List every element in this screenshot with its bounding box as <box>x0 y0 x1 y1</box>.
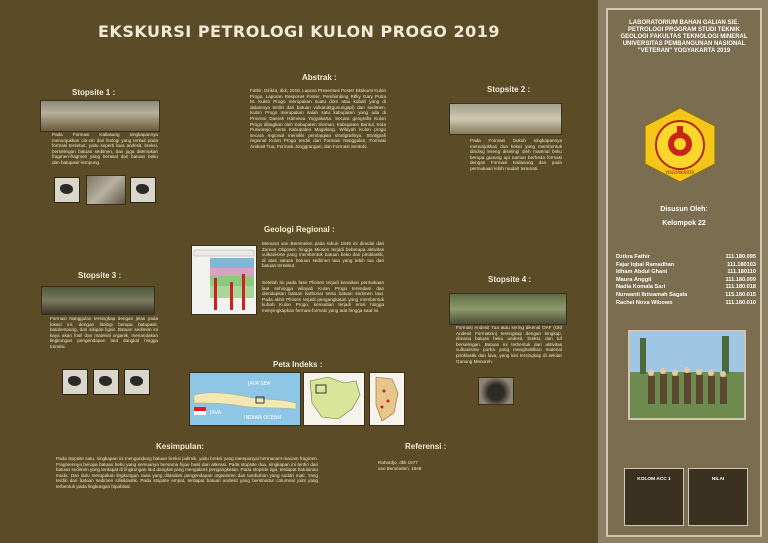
kesimpulan-text: Pada stopsite satu, singkapan ini mengandung batuan breksi polimik, yaitu breksi yang mempunyai bermacam-macam fragmen. Fragmennya berupa batuan beku yang semuanya bersama hijau hasil dari alterasi. Pada stopsite dua, singkapan ini terdiri dari batuan sedimen yang terdapat di lingkungan laut dangkal yang mengalami pengangkatan. Pada stopsite tiga, terdapat batulanau muda. Dan dulu merupakan lingkungan rawa yang dilandasi pengendapan organisme dan tumbuhan yang sudah mati. Yang terdiri dari batuan sedimen silisiklastik. Pada stopsite empat, terdapat batuan andesit yang berstruktur columnar joint yang terbentuk pada lingkungan hipabisal. <box>56 456 318 489</box>
disusun-label: Disusun Oleh: <box>660 206 708 213</box>
sidebar-panel <box>598 0 768 543</box>
stopsite1-heading: Stopsite 1 : <box>72 88 116 97</box>
stopsite4-photo <box>449 293 567 325</box>
stopsite1-text: Pada Formasi Kaliasang singkapannya menunjukkan ciri-ciri dari litologi yang terkait pada formasi tersebut, yaitu seperti lava andesit, breksi, berselingan batuan sedimen, dan juga ditemukan fragmen-fragmen yang berasal dari batuan beku dan batupasir-lempung. <box>52 132 158 165</box>
member-nim: 111.180.095 <box>725 254 756 260</box>
indian-ocean-label: INDIAN OCEAN <box>244 415 282 421</box>
referensi-heading: Referensi : <box>405 442 447 451</box>
geologi-text-2: Setelah itu pada fase Pliosen terjadi kenaikan permukaan laut sehingga wilayah Kulon Progo terendam dan diendapkan batuan karbonat serta batuan sedimen laut. Pada akhir Pliosen terjadi pengangkatan yang membentuk kubah Kulon Progo, kemudian terjadi erosi hingga menyingkapkan formasi-formasi yang ada hingga saat ini. <box>262 280 384 313</box>
kulon-progo-region-map <box>303 372 365 426</box>
member-name: Maura Anggit <box>616 276 652 283</box>
kelompok-label: Kelompok 22 <box>662 220 706 227</box>
member-nim: 111.180.009 <box>725 276 756 283</box>
institution-name: LABORATORIUM BAHAN GALIAN SIE. PETROLOGI PROGRAM STUDI TEKNIK GEOLOGI FAKULTAS TEKNOLOGI MINERAL UNIVERSITAS PEMBANGUNAN NASIONAL "VETERAN" YOGYAKARTA 2019 <box>620 20 748 54</box>
geologi-text-1: Menurut van Bemmelen pada tahun 1949 ini dimulai dari Zaman Oligosen hingga Miosen terjadi beberapa aktivitas vulkanisme yang membentuk batuan beku dan piroklastik, di atas satuan batuan sedimen laut yang lebih tua dari batuan tersebut. <box>262 241 384 269</box>
geologi-heading: Geologi Regional : <box>264 225 335 234</box>
kolom-acc-box <box>624 468 684 526</box>
member-nim: 111.180110 <box>727 269 756 276</box>
member-row <box>616 262 756 270</box>
stopsite3-heading: Stopsite 3 : <box>78 271 122 280</box>
abstrak-text: Fathir, Dzikra, dkk, 2019, Lapora Presentasi Poster Ekskursi Kulon Progo, Laporan Responet Poster, Pembimbing Rifky Gary Putra M. Kulon Progo merupakan suatu dom atau kubah yang di dalamnya terdiri dari batuan vulkanik(gunungapi) dan sedimen. Kulon Progo merupakan salah satu kabupaten yang ada di Provinsi Daerah Istimewa Yogyakarta. Secara geografis Kulon Progo dibagkan oleh Kabupaten Sleman, Kabupaten Bantul, Kota Purworejo, serta Kabupaten Magelang. Wilayah Kulon progo secara regional memiliki pembagian stratigrafinya. Stratigrafi regional Kulon Progo terdiri dari Formasi Nanggulan, Formasi Andesit Tua, Formasi Jonggrangan, dan Formasi Sentolo. <box>250 88 386 149</box>
referensi-item-2: van Bemmelen, 1949 <box>378 466 422 471</box>
member-name: Rachel Nova Wibowo <box>616 299 673 306</box>
java-index-map <box>189 372 301 426</box>
stopsite3-rock-sample-1 <box>62 369 88 395</box>
group-photo <box>628 330 746 420</box>
member-name: Idham Abdul Ghani <box>616 269 668 276</box>
java-sea-label: JAVA SEA <box>248 381 271 387</box>
member-nim: 115.180.015 <box>725 291 756 298</box>
stopsite2-photo <box>449 103 562 135</box>
member-row <box>616 284 756 292</box>
member-row <box>616 269 756 277</box>
member-name: Dzikra Fathir <box>616 254 650 260</box>
stopsite4-rock-photo <box>478 377 514 405</box>
stopsite2-text: Pada Formasi Dukuh singkapannya menunjukkan dua kekar yang membentuk dinding lereng diselingi oleh material beku berupa gunung api namun berbeda formasi dengan Formasi Kaliasang dan pada permukaan lebih mudah teramati. <box>470 138 562 171</box>
site-location-map <box>369 372 405 426</box>
peta-heading: Peta Indeks : <box>273 360 323 369</box>
stopsite4-heading: Stopsite 4 : <box>488 275 532 284</box>
stopsite3-rock-sample-2 <box>93 369 119 395</box>
member-name: Nurwanti Ibtisamah Sagala <box>616 291 688 298</box>
member-list <box>616 254 756 307</box>
member-nim: 111.180.010 <box>725 299 756 306</box>
sidebar-frame <box>606 8 762 537</box>
stopsite1-rock-sample-2 <box>130 177 156 203</box>
referensi-item-1: Rahardjo, dkk 1977 <box>378 460 418 465</box>
stopsite3-text: Formasi Nanggulan tersingkap dengan jelas pada lokasi ini, dengan litologi berupa batupasir, batulempung, dan sisipan lignit. Batuan sedimen ini kaya akan fosil dan material organik, menandakan lingkungan pengendapan laut dangkal hingga transisi. <box>50 316 158 349</box>
university-logo <box>641 106 719 184</box>
member-row <box>616 292 756 300</box>
stopsite3-photo <box>41 286 155 315</box>
stopsite2-heading: Stopsite 2 : <box>487 85 531 94</box>
stopsite1-rock-sample-1 <box>54 177 80 203</box>
nilai-label: NILAI <box>711 477 725 482</box>
java-island-label: JAVA <box>210 410 222 416</box>
nilai-box <box>688 468 748 526</box>
stopsite1-photo <box>40 100 160 132</box>
kolom-acc-label: KOLOM ACC 1 <box>637 477 671 482</box>
logo-text: YOGYAKARTA <box>665 171 695 176</box>
member-nim: 111.180.018 <box>725 284 756 291</box>
member-name: Nadia Komala Sari <box>616 284 666 291</box>
member-name: Fajar Iqbal Ramadhan <box>616 261 675 268</box>
member-row <box>616 277 756 285</box>
stopsite3-rock-sample-3 <box>124 369 150 395</box>
kesimpulan-heading: Kesimpulan: <box>156 442 205 451</box>
member-row <box>616 300 756 308</box>
member-row <box>616 254 756 262</box>
stratigraphy-column-chart <box>191 245 257 315</box>
stopsite1-outcrop-photo <box>86 175 126 205</box>
abstrak-heading: Abstrak : <box>302 73 337 82</box>
stopsite4-text: Formasi Andesit Tua atau sering dikenal OAF (Old Andesit Formation) tersingkap dengan lengkap, dimana batuan beku andesit, breksi, dan tuf berselingan. Batuan ini terbentuk dari aktivitas vulkanisme purba yang menghasilkan material piroklastik dan lava, yang kini tersingkap di sekitar Gunung Menoreh. <box>456 325 562 364</box>
member-nim: 111.180103 <box>727 261 756 268</box>
poster-title: EKSKURSI PETROLOGI KULON PROGO 2019 <box>98 22 500 41</box>
